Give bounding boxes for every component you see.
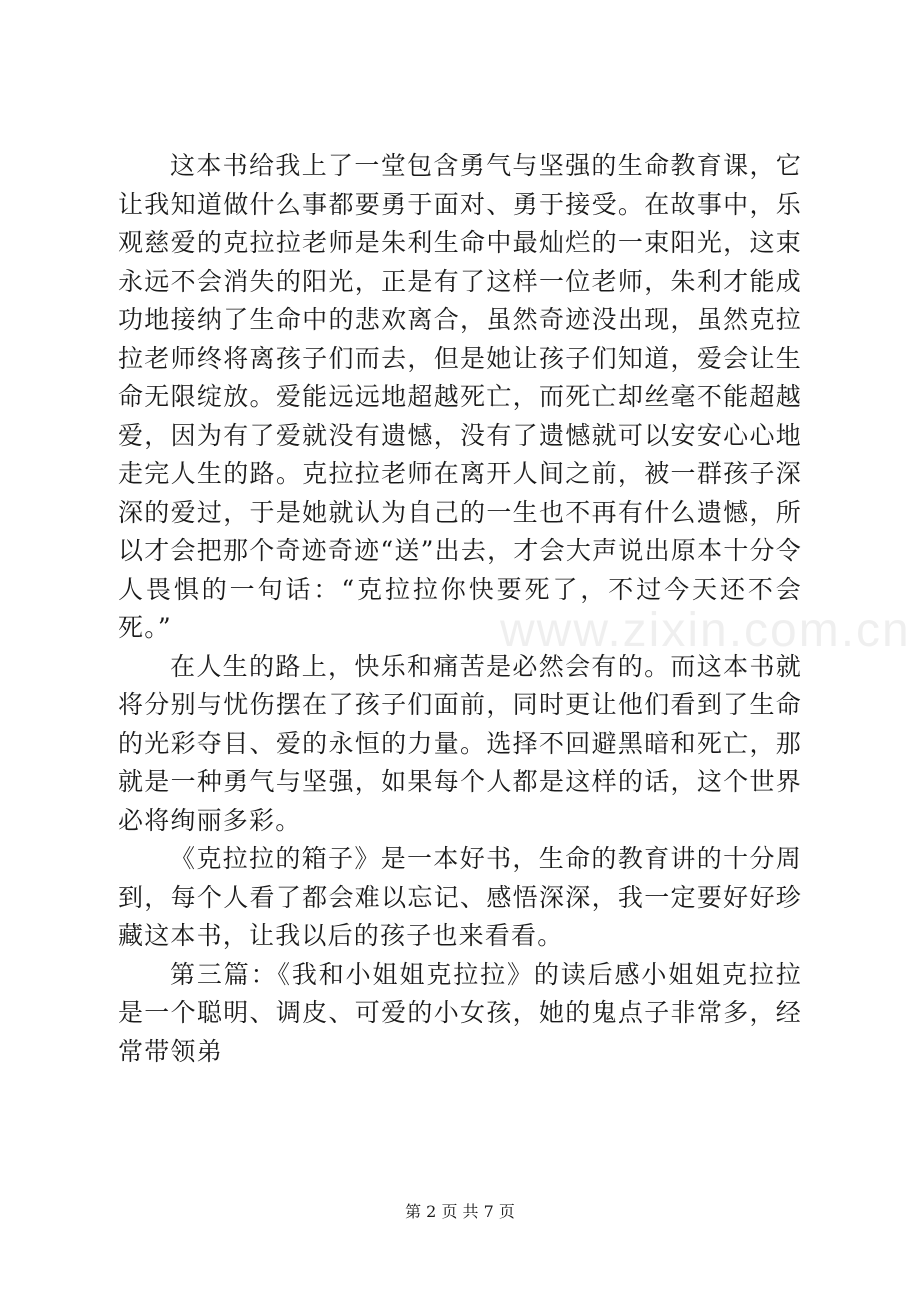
paragraph-1: 这本书给我上了一堂包含勇气与坚强的生命教育课，它让我知道做什么事都要勇于面对、勇于接受。在故事中，乐观慈爱的克拉拉老师是朱利生命中最灿烂的一束阳光，这束永远不会消失的阳光，正是有了这样一位老师，朱利才能成功地接纳了生命中的悲欢离合，虽然奇迹没出现，虽然克拉拉老师终将离孩子们而去，但是她让孩子们知道，爱会让生命无限绽放。爱能远远地超越死亡，而死亡却丝毫不能超越爱，因为有了爱就没有遗憾，没有了遗憾就可以安安心心地走完人生的路。克拉拉老师在离开人间之前，被一群孩子深深的爱过，于是她就认为自己的一生也不再有什么遗憾，所以才会把那个奇迹奇迹“送”出去，才会大声说出原本十分令人畏惧的一句话：“克拉拉你快要死了，不过今天还不会死。” (118, 151, 802, 642)
document-body (118, 147, 802, 1071)
watermark: www.zixin.com.cn (500, 604, 911, 657)
paragraph-3: 《克拉拉的箱子》是一本好书，生命的教育讲的十分周到，每个人看了都会难以忘记、感悟深深，我一定要好好珍藏这本书，让我以后的孩子也来看看。 (118, 844, 802, 950)
paragraph-4: 第三篇：《我和小姐姐克拉拉》的读后感小姐姐克拉拉是一个聪明、调皮、可爱的小女孩，她的鬼点子非常多，经常带领弟 (118, 959, 802, 1066)
page-footer: 第 2 页 共 7 页 (405, 1202, 515, 1221)
paragraph-2: 在人生的路上，快乐和痛苦是必然会有的。而这本书就将分别与忧伤摆在了孩子们面前，同时更让他们看到了生命的光彩夺目、爱的永恒的力量。选择不回避黑暗和死亡，那就是一种勇气与坚强，如果每个人都是这样的话，这个世界必将绚丽多彩。 (118, 651, 802, 835)
